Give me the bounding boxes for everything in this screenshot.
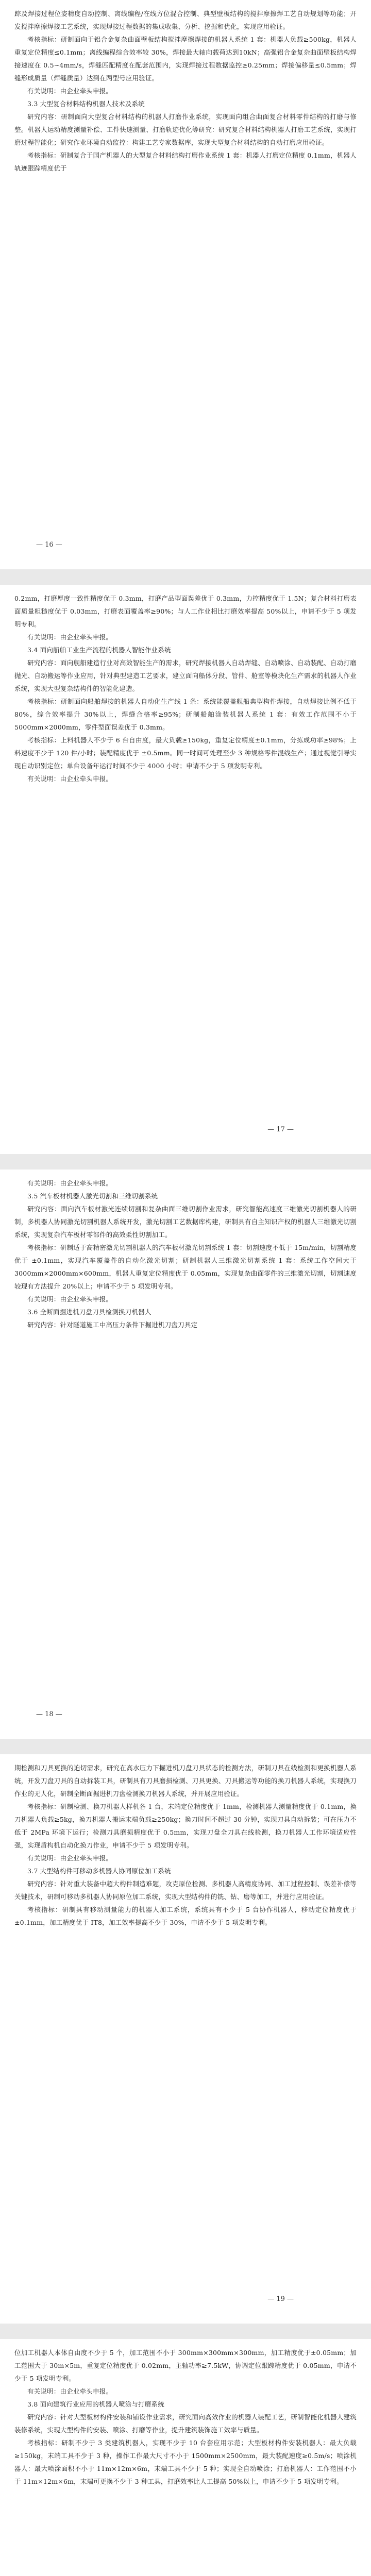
document-page-17: [0, 585, 371, 1154]
section-heading: 3.5 汽车板材机器人激光切割和三维切割系统: [27, 1192, 158, 1200]
paragraph: 期检测和刀具更换的迫切需求，研究在高水压力下掘进机刀盘刀具状态的检测方法，研制刀具在线检测和更换机器人系统，开发刀盘刀具的自动拆装工具，研制具有刀具磨损检测、刀具更换、刀具搬运等功能的换刀机器人系统，实现换刀作业的无人化，研制全断面掘进机刀盘检测换刀机器人系统，并开展应用验证。: [14, 1764, 357, 1798]
paragraph: 考核指标：上料机器人不少于 6 台自由度，最大负载≥150kg，重复定位精度±0.1mm，分拣成功率≥98%；上料速度不少于 120 件/小时；装配精度优于 ±0.5mm。同一时间可处理至少 3 种规格零件混线生产；通过视觉引导实现自动识别定位；单台设备年运行时间不少于 4000 小时；申请不少于 5 项发明专利。: [14, 736, 357, 770]
paragraph: 研究内容：研制面向大型复合材料结构的机器人打磨作业系统，实现面向组合曲面复合材料零件结构的打磨与修整。机器人运动精度测量补偿、工件快速测量、打磨轨迹优化等研究：研究复合材料结构机器人打磨工艺系统，实现打磨过程智能化；研究作业环境自动监控：构建工艺专家数据库，实现大型复合材料结构的自动打磨应用验证。: [14, 113, 357, 146]
paragraph: 有关说明：由企业牵头申报。: [27, 87, 113, 95]
paragraph: 考核指标：研制复合于国产机器人的大型复合材料结构打磨作业系统 1 套：机器人打磨定位精度 0.1mm，机器人轨迹跟踪精度优于: [14, 151, 357, 172]
page-number: — 16 —: [36, 541, 62, 549]
paragraph: 有关说明：由企业牵头申报。: [27, 1295, 113, 1303]
paragraph: 考核指标：研制具有移动测量能力的机器人加工系统，系统具有不少于 5 台协作机器人，移动定位精度优于 ±0.1mm，加工精度优于 IT8，加工效率提高不少于 30%，申请不少于 5 项发明专利。: [14, 1906, 357, 1926]
document-page-20: [0, 2339, 371, 2576]
paragraph: 0.2mm，打磨厚度一致性精度优于 0.3mm，打磨产品型面误差优于 0.3mm，力控精度优于 1.5N；复合材料打磨表面质量粗糙度优于 0.03mm，打磨表面覆盖率≥90%；与人工作业相比打磨效率提高 50%以上，申请不少于 5 项发明专利。: [14, 595, 357, 628]
paragraph: 考核指标：研制面向船舶焊接的机器人自动化生产线 1 条：系统能覆盖舰船典型构件焊接，自动焊接比例不低于 80%，综合效率提升 30%以上，焊缝合格率≥95%；研制船舶涂装机器人系统 1 套：有效工作范围不小于 5000mm×2000mm，零件型面误差优于 0.3mm。: [14, 698, 357, 731]
paragraph: 有关说明：由企业牵头申报。: [27, 775, 113, 783]
paragraph: 有关说明：由企业牵头申报。: [27, 1854, 113, 1862]
paragraph: 考核指标：研制适于高精密激光切割机器人的汽车板材激光切割系统 1 套：切割速度不低于 15m/min，切割精度优于 ±0.1mm，实现汽车覆盖件的自动化激光切割；研制机器人三维激光切割系统 1 套：系统工作空间大于 3000mm×2000mm×600mm，机器人重复定位精度优于 0.05mm，实现复杂曲面零件的三维激光切割，切割速度较现有方法提升 20%以上；申请不少于 5 项发明专利。: [14, 1244, 357, 1290]
document-page-19: [0, 1754, 371, 2324]
paragraph: 有关说明：由企业牵头申报。: [27, 2387, 113, 2395]
paragraph: 考核指标：研制面向于铝合金复杂曲面壁板结构搅拌摩擦焊接的机器人系统 1 套：机器人负载≥500kg，机器人重复定位精度≤0.1mm；离线编程综合效率较 30%，焊接最大轴向载荷达到10kN；高强铝合金复杂曲面壁板结构焊接速度在 0.5~4mm/s，焊缝匹配精度在配套范围内，实现焊接过程数据监控≥0.25mm；焊接偏移量≤0.5mm；焊缝形成质量（焊缝质量）达到在两型号应用验证。: [14, 36, 357, 82]
paragraph: 研究内容：面向汽车板材激光连续切割和复杂曲面三维切割作业需求，研究智能高速度三维激光切割机器人的研制，多机器人协同激光切割机器人系统开发，激光切割工艺数据库构建，研制具有自主知识产权的机器人三维激光切割系统，实现复杂汽车板材零部件的高效柔性切割加工。: [14, 1205, 357, 1239]
section-heading: 3.4 面向船舶工业生产流程的机器人智能作业系统: [27, 646, 171, 654]
section-heading: 3.7 大型结构件可移动多机器人协同原位加工系统: [27, 1867, 171, 1875]
document-page-18: [0, 1170, 371, 1739]
paragraph: 研究内容：针对重大装备中超大构件制造难题，攻克原位检测、多机器人高精度协同、加工过程控制、误差补偿等关键技术，研制可移动多机器人协同原位加工系统，实现大型结构件的铣、钻、磨等加工，并进行应用验证。: [14, 1880, 357, 1901]
section-heading: 3.6 全断面掘进机刀盘刀具检测换刀机器人: [27, 1308, 151, 1316]
paragraph: 考核指标：研制不少于 3 类建筑机器人，实现不少于 10 台套应用示范；大型板材构件安装机器人：最大负载≥150kg，末端工具不少于 3 种，操作工作最大尺寸不小于 1500mm×2500mm，最大装配速度≥0.5m/s；喷涂机器人：最大喷涂面积不小于 11m×12m×6m，末端工具不少于 5 种；实现全自动喷涂；打磨机器人：工作范围不小于 11m×12m×6m，末端可更换不少于 3 种工具，打磨效率比人工提高 50%以上，申请不少于 5 项发明专利。: [14, 2439, 357, 2485]
paragraph: 研究内容：针对大型板材构件安装和铺设作业需求，研究面向高效作业的机器人装配工艺，研制智能化机器人建筑装修系统，实现大型构件的安装、喷涂、打磨等作业，提升建筑装饰施工效率与质量。: [14, 2413, 357, 2434]
section-heading: 3.8 面向建筑行业应用的机器人喷涂与打磨系统: [27, 2400, 164, 2408]
page-number: — 19 —: [267, 2295, 294, 2303]
paragraph: 有关说明：由企业牵头申报。: [27, 1179, 113, 1187]
paragraph: 研究内容：针对隧道施工中高压力条件下掘进机刀盘刀具定: [27, 1321, 198, 1329]
page-number: — 18 —: [36, 1710, 62, 1718]
document-page-16: [0, 0, 371, 569]
section-heading: 3.3 大型复合材料结构机器人技术及系统: [27, 100, 145, 108]
paragraph: 有关说明：由企业牵头申报。: [27, 633, 113, 641]
paragraph: 考核指标：研制检测、换刀机器人样机各 1 台，末端定位精度优于 1mm，检测机器人测量精度优于 0.1mm，换刀机器人负载≥5kg，换刀机器人搬运末端负载≥250kg；换刀时间不超过 30 分钟，实现刀具自动拆装；可在压力不低于 2MPa 环境下运行；检测刀具磨损精度优于 0.5mm，实现刀盘全刀具在线检测，换刀机器人工作环境适应性强，实现盾构机自动化换刀作业，申请不少于 5 项发明专利。: [14, 1803, 357, 1849]
page-number: — 17 —: [267, 1126, 294, 1133]
paragraph: 位加工机器人本体自由度不少于 5 个，加工范围不小于 300mm×300mm×300mm，加工精度优于±0.05mm；加工范围大于 30m×5m，重复定位精度优于 0.02mm，主轴功率≥7.5kW，协调定位跟踪精度优于 0.05mm，申请不少于 5 项发明专利。: [14, 2349, 357, 2382]
paragraph: 研究内容：面向舰船建造行业对高效智能生产的需求，研究焊接机器人自动焊缝、自动喷涂、自动装配、自动打磨抛光、自动搬运等作业应用，针对典型建造工艺要求，建立面向船体分段、管件、舱室等模块化生产需求的机器人作业系统，实现大型复杂结构件的智能化建造。: [14, 659, 357, 692]
paragraph: 踪及焊接过程位姿精度自动控制、离线编程/在线方位混合控制、典型壁板结构的搅拌摩擦焊工艺自动规划等功能；开发搅拌摩擦焊接工艺系统，实现焊接过程数据的集成收集、分析、挖掘和优化，实现应用验证。: [14, 10, 357, 30]
